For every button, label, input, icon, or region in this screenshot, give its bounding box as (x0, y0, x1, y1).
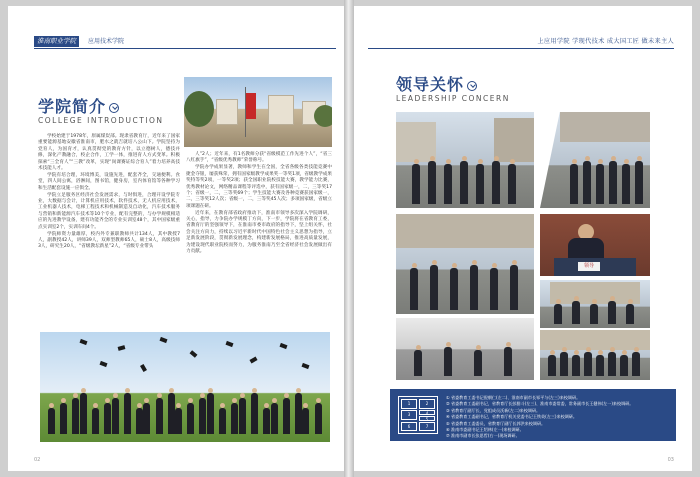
intro-title (38, 94, 119, 117)
campus-photo (184, 77, 332, 147)
key-cell: 6 (401, 422, 417, 431)
key-cell: 1 (401, 399, 417, 409)
person-figure (620, 355, 628, 376)
person-figure (570, 164, 578, 204)
graduate-figure (219, 408, 226, 434)
intro-paragraph: 学院有培合理，环境博美，设施先进，配套齐全，交通便利。食堂，四人间公寓，浴淋间，图书馆，健身房，室内体育馆等各种学习和生活配套设施一应俱全。 (38, 172, 180, 191)
person-figure (584, 352, 592, 376)
left-page (8, 6, 344, 471)
graduate-figure (251, 393, 258, 434)
intro-subtitle: COLLEGE INTRODUCTION (38, 116, 164, 125)
leadership-title-text: 领导关怀 (396, 75, 465, 94)
graduate-figure (136, 408, 143, 434)
person-figure (410, 268, 418, 310)
header-rule (368, 48, 674, 49)
leadership-title (396, 72, 477, 95)
header-rule (34, 48, 336, 49)
key-cell: 4 (419, 410, 435, 415)
leadership-subtitle: LEADERSHIP CONCERN (396, 94, 510, 103)
leadership-photo-6 (396, 318, 534, 380)
intro-column-2 (186, 152, 332, 256)
leadership-photo-7 (540, 330, 650, 380)
caption-line: ⑦ 淮南市副市长张思哲(右一)现场调研。 (446, 433, 520, 439)
person-figure (609, 161, 617, 204)
graduate-figure (143, 403, 150, 434)
intro-paragraph: 学院办学成果显著，教师和学生在全国，全省各级各类技能竞赛中捷金夺银，屡获殊荣，拥有国家级教学成果奖一等奖1项，省级教学成果奖特等奖2项，一等奖2项；获全国职业院校技能大赛，教学能力比赛，优秀教材论文，网络精品课程等评选中，获有国家级一，二，三等奖17个；省级一，二，三等奖69个；学生技能大赛及各种竞赛获国家级一，二，三等奖12人次；省级一，二，三等奖45人次；多项国家级，省级立项课题在研。 (186, 165, 332, 209)
photo-captions-panel (390, 389, 676, 441)
graduate-figure (283, 398, 290, 434)
intro-column-1 (38, 134, 180, 251)
intro-paragraph: 学院师资力量雄厚，校内外专兼职教师共计134人，其中教授7人，副教授42人，讲师39人，双师型教师65人，硕士8人，高级技师3人，研究生20人，“省级教坛新星”2人，“省级专业带头 (38, 231, 180, 250)
person-figure (596, 164, 604, 204)
graduate-figure (60, 403, 67, 434)
caption-line: ④ 省委教育工委副书记，省教育厅机关党委书记王铁英(左三)来校调研。 (446, 414, 577, 420)
person-figure (414, 350, 422, 376)
person-figure (572, 301, 580, 324)
graduate-figure (48, 408, 55, 434)
college-slogan: 上应用学院 学现代技术 成大国工匠 做未来主人 (537, 38, 674, 45)
key-cell: 2 (419, 399, 435, 409)
graduate-figure (156, 398, 163, 434)
person-figure (632, 352, 640, 376)
person-figure (590, 304, 598, 324)
person-figure (622, 164, 630, 204)
college-tag: 应用技术学院 (88, 38, 125, 45)
graduate-figure (124, 393, 131, 434)
podium-nameplate: 领导 (578, 262, 600, 271)
graduate-figure (231, 403, 238, 434)
caption-line: ① 省委教育工委书记倪朝仁(左二)、淮南市副市长邹平与(左三)来校调研。 (446, 395, 581, 400)
caption-line: ② 省委教育工委副书记，省教育厅长彭腊斗(左三)、淮南市委常委，常务副市长王健伟(左一)来校调研。 (446, 401, 634, 407)
key-cell: 5 (419, 416, 435, 421)
graduate-figure (187, 403, 194, 434)
page-number-right: 03 (667, 457, 674, 463)
leadership-photo-3 (396, 214, 534, 314)
intro-paragraph: 学院立足服务区经济社会发展需求，与时俱进，合理开设学院专业，大数据与会计，计算机应用技术，软件技术，无人机应用技术，工业机器人技术，电梯工程技术和机械制造及自动化，汽车技术服务与营销和新能源汽车技术等10个专业，配有完整的，与办学规模相适应的先进教学设备，建有功能齐全的专业实训室48个，其中国家级重点实训室2个，实训车间4个。 (38, 192, 180, 230)
person-figure (460, 161, 468, 204)
caption-line: ⑤ 省委教育工委委员，省教育厅副厅长郭洪来校调研。 (446, 420, 546, 426)
person-figure (548, 355, 556, 376)
graduate-figure (295, 393, 302, 434)
chevron-circle-icon (109, 103, 119, 113)
person-figure (474, 350, 482, 376)
person-figure (583, 161, 591, 204)
graduate-figure (302, 408, 309, 434)
college-logo: 淮南职业学院 (34, 36, 79, 47)
graduate-figure (80, 393, 87, 434)
photo-layout-key (398, 396, 438, 434)
caption-line: ⑥ 淮南市委副书记王绍林(左一)来校调研。 (446, 427, 524, 433)
page-gutter (344, 0, 354, 477)
person-figure (450, 268, 458, 310)
graduate-figure (92, 408, 99, 434)
graduate-figure (207, 393, 214, 434)
person-figure (608, 352, 616, 376)
caption-list (446, 395, 670, 440)
leadership-photo-2 (540, 112, 650, 208)
person-figure (444, 347, 452, 376)
key-cell: 3 (401, 410, 417, 420)
person-figure (428, 161, 436, 204)
person-figure (510, 265, 518, 310)
person-figure (572, 355, 580, 376)
intro-paragraph: 学校始建于1978年，原属煤炭部。现隶省教育厅，近年来了国家重要能源基地安徽省淮南市，肥水之就吉就培八公山下。学院坚持为党育人，为国育才，认真贯彻党的教育方针，以立德树人，德技并修，深化产教融合，校企合作，工学一体，推进育人方式变革。积极探索“三全育人”“三教”改革，实现“岗课赛证综合育人”着力培养高技术技能人才。 (38, 134, 180, 172)
person-figure (430, 265, 438, 310)
intro-paragraph: 人”2人；近年来，有1名教师分获“省级模范工作先进个人”，“省三八红旗手”，“省级优秀教师”荣誉称号。 (186, 152, 332, 164)
graduate-figure (168, 393, 175, 434)
graduate-figure (315, 403, 322, 434)
chevron-circle-icon (467, 81, 477, 91)
graduate-figure (271, 403, 278, 434)
person-figure (626, 304, 634, 324)
person-figure (508, 164, 516, 204)
caption-line: ③ 省教育厅副厅长、党组成员沃新(左二)来校调研。 (446, 407, 541, 413)
graduation-photo (40, 332, 330, 442)
graduate-figure (199, 398, 206, 434)
key-cell: 7 (419, 422, 435, 431)
person-figure (554, 304, 562, 324)
page-number-left: 02 (34, 457, 41, 463)
graduate-figure (263, 408, 270, 434)
leadership-photo-4 (540, 214, 650, 276)
intro-paragraph: 近年来，在教育部省政府推动下，淮南市领导多次深入学院调研，关心，指导，力争院办学规模丁方向，下一步，学院将在省教育工委，省教育厅的坚强领导下，在淮南市委市政府的指导下，坚上组关怀，社会关注方向力，持续以习近平新时代中国特色社会主义思想为指导，立足新发展阶段，贯彻新发展理念，构建新发展格局，推进高质量发展，为建设现代职业院校而努力，为服务淮南乃至全省经济社会发展做出有力贡献。 (186, 210, 332, 255)
graduate-figure (239, 398, 246, 434)
person-figure (560, 352, 568, 376)
person-figure (635, 161, 643, 204)
leadership-photo-1 (396, 112, 534, 208)
person-figure (412, 164, 420, 204)
graduate-figure (72, 398, 79, 434)
person-figure (476, 164, 484, 204)
person-figure (596, 355, 604, 376)
right-page (354, 6, 692, 471)
person-figure (504, 347, 512, 376)
person-figure (444, 164, 452, 204)
leadership-photo-5 (540, 280, 650, 328)
graduate-figure (175, 408, 182, 434)
person-figure (492, 161, 500, 204)
graduate-figure (112, 398, 119, 434)
intro-title-text: 学院简介 (38, 97, 107, 116)
person-figure (490, 268, 498, 310)
person-figure (608, 301, 616, 324)
graduate-figure (104, 403, 111, 434)
person-figure (470, 265, 478, 310)
